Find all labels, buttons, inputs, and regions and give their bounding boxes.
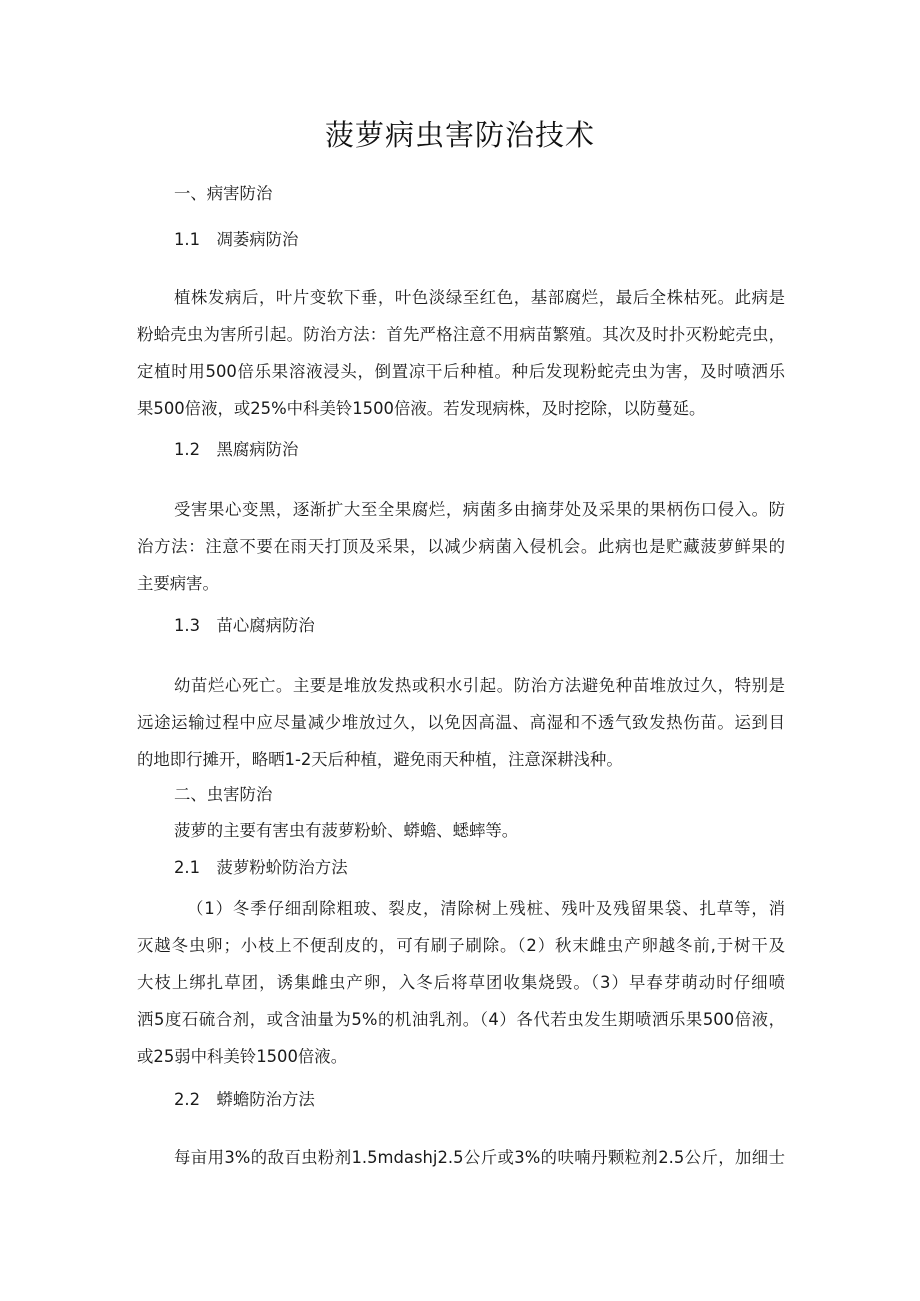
subheading-mealybug: 2.1 菠萝粉蚧防治方法 (174, 858, 348, 877)
paragraph-line: 受害果心变黑，逐渐扩大至全果腐烂，病菌多由摘芽处及采果的果柄伤口侵入。防 (174, 500, 785, 519)
paragraph-line: 或25弱中科美铃1500倍液。 (137, 1047, 348, 1066)
paragraph-line: 灭越冬虫卵；小枝上不便刮皮的，可有刷子刷除。（2）秋末雌虫产卵越冬前,于树干及 (137, 936, 785, 955)
paragraph-line: 幼苗烂心死亡。主要是堆放发热或积水引起。防治方法避免种苗堆放过久，特别是 (174, 676, 785, 695)
paragraph-line: 远途运输过程中应尽量减少堆放过久，以免因高温、高湿和不透气致发热伤苗。运到目 (137, 713, 785, 732)
document-title: 菠萝病虫害防治技术 (324, 118, 595, 152)
paragraph-heart-rot (137, 667, 785, 778)
section-heading-disease: 一、病害防治 (174, 184, 273, 203)
subheading-mole-cricket: 2.2 蟒蟾防治方法 (174, 1090, 315, 1109)
paragraph-line: （1）冬季仔细刮除粗玻、裂皮，清除树上残桩、残叶及残留果袋、扎草等，消 (187, 899, 785, 918)
paragraph-black-rot (137, 491, 785, 602)
paragraph-line: 洒5度石硫合剂，或含油量为5%的机油乳剂。（4）各代若虫发生期喷洒乐果500倍液， (137, 1010, 785, 1029)
paragraph-line: 治方法：注意不要在雨天打顶及采果，以减少病菌入侵机会。此病也是贮藏菠萝鲜果的 (137, 537, 785, 556)
paragraph-wilt (137, 279, 785, 427)
paragraph-line: 每亩用3%的敌百虫粉剂1.5mdashj2.5公斤或3%的呋喃丹颗粒剂2.5公斤，加细士 (174, 1148, 785, 1167)
paragraph-line: 果500倍液，或25%中科美铃1500倍液。若发现病株，及时挖除，以防蔓延。 (137, 399, 706, 418)
subheading-wilt: 1.1 凋萎病防治 (174, 230, 299, 249)
paragraph-line: 的地即行摊开，略晒1-2天后种植，避免雨天种植，注意深耕浅种。 (137, 750, 623, 769)
paragraph-line: 定植时用500倍乐果溶液浸头，倒置凉干后种植。种后发现粉蛇壳虫为害，及时喷洒乐 (137, 362, 785, 381)
section-heading-pests: 二、虫害防治 (174, 785, 273, 804)
paragraph-line: 粉蛤壳虫为害所引起。防治方法：首先严格注意不用病苗繁殖。其次及时扑灭粉蛇壳虫， (137, 325, 785, 344)
paragraph-line: 主要病害。 (137, 574, 219, 593)
pests-intro: 菠萝的主要有害虫有菠萝粉蚧、蟒蟾、蟋蟀等。 (174, 821, 519, 840)
paragraph-line: 大枝上绑扎草团，诱集雌虫产卵，入冬后将草团收集烧毁。（3）早春芽萌动时仔细喷 (137, 973, 785, 992)
paragraph-mealybug (137, 890, 785, 1075)
paragraph-line: 植株发病后，叶片变软下垂，叶色淡绿至红色，基部腐烂，最后全株枯死。此病是 (174, 288, 785, 307)
subheading-black-rot: 1.2 黑腐病防治 (174, 440, 299, 459)
subheading-heart-rot: 1.3 苗心腐病防治 (174, 616, 315, 635)
paragraph-mole-cricket (137, 1139, 785, 1176)
